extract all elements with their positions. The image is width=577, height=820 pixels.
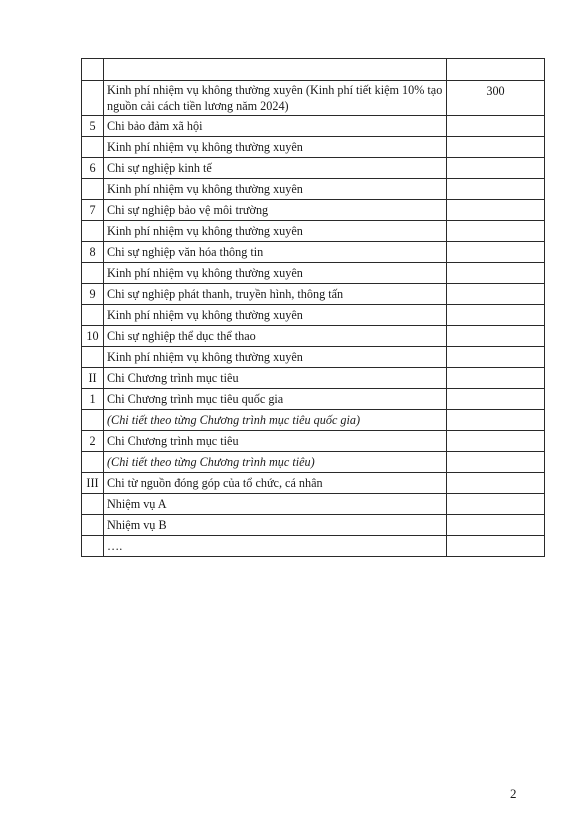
row-number-cell	[82, 494, 104, 515]
table-row	[82, 536, 545, 557]
row-value-cell	[447, 116, 545, 137]
row-number-cell: 2	[82, 431, 104, 452]
row-number-cell	[82, 81, 104, 116]
row-description-cell: Kinh phí nhiệm vụ không thường xuyên	[104, 137, 447, 158]
row-description-cell: Chi sự nghiệp thể dục thể thao	[104, 326, 447, 347]
row-description-cell: Kinh phí nhiệm vụ không thường xuyên	[104, 179, 447, 200]
row-value-cell	[447, 179, 545, 200]
row-description-cell: Chi Chương trình mục tiêu	[104, 368, 447, 389]
row-number-cell	[82, 452, 104, 473]
row-description-cell: Chi từ nguồn đóng góp của tổ chức, cá nhân	[104, 473, 447, 494]
row-number-cell	[82, 347, 104, 368]
row-description-cell: Chi sự nghiệp kinh tế	[104, 158, 447, 179]
row-value-cell	[447, 431, 545, 452]
row-number-cell	[82, 137, 104, 158]
table-row	[82, 473, 545, 494]
row-number-cell: 1	[82, 389, 104, 410]
row-number-cell: 8	[82, 242, 104, 263]
row-description-cell: Chi sự nghiệp văn hóa thông tin	[104, 242, 447, 263]
table-row	[82, 242, 545, 263]
row-value-cell	[447, 284, 545, 305]
row-description-cell: Kinh phí nhiệm vụ không thường xuyên	[104, 263, 447, 284]
row-value-cell	[447, 221, 545, 242]
row-number-cell	[82, 305, 104, 326]
row-value-cell	[447, 389, 545, 410]
row-value-cell	[447, 494, 545, 515]
table-row	[82, 410, 545, 431]
row-description-cell: (Chi tiết theo từng Chương trình mục tiêu quốc gia)	[104, 410, 447, 431]
table-row	[82, 179, 545, 200]
row-value-cell	[447, 137, 545, 158]
table-row	[82, 137, 545, 158]
row-description-cell	[104, 59, 447, 81]
row-value-cell	[447, 410, 545, 431]
row-description-cell: ….	[104, 536, 447, 557]
row-value-cell	[447, 305, 545, 326]
table-row	[82, 158, 545, 179]
row-value-cell	[447, 263, 545, 284]
row-description-cell: Chi bảo đảm xã hội	[104, 116, 447, 137]
row-description-cell: Chi sự nghiệp phát thanh, truyền hình, thông tấn	[104, 284, 447, 305]
row-number-cell	[82, 179, 104, 200]
table-row	[82, 389, 545, 410]
row-number-cell: 9	[82, 284, 104, 305]
row-description-cell: Chi Chương trình mục tiêu	[104, 431, 447, 452]
row-value-cell	[447, 536, 545, 557]
row-number-cell	[82, 263, 104, 284]
row-description-cell: Kinh phí nhiệm vụ không thường xuyên	[104, 221, 447, 242]
row-number-cell	[82, 221, 104, 242]
row-number-cell	[82, 410, 104, 431]
row-value-cell	[447, 515, 545, 536]
table-row	[82, 452, 545, 473]
table-row	[82, 305, 545, 326]
row-description-cell: Kinh phí nhiệm vụ không thường xuyên	[104, 347, 447, 368]
table-row	[82, 326, 545, 347]
row-value-cell	[447, 242, 545, 263]
row-description-cell: Kinh phí nhiệm vụ không thường xuyên	[104, 305, 447, 326]
row-value-cell	[447, 473, 545, 494]
table-row	[82, 494, 545, 515]
row-value-cell	[447, 347, 545, 368]
table-row	[82, 515, 545, 536]
budget-table	[81, 58, 545, 557]
row-value-cell	[447, 452, 545, 473]
row-description-cell: (Chi tiết theo từng Chương trình mục tiêu)	[104, 452, 447, 473]
row-number-cell: 5	[82, 116, 104, 137]
row-number-cell	[82, 515, 104, 536]
row-description-cell: Nhiệm vụ B	[104, 515, 447, 536]
table-row	[82, 200, 545, 221]
table-row	[82, 284, 545, 305]
table-row	[82, 59, 545, 81]
row-number-cell	[82, 59, 104, 81]
row-number-cell: 7	[82, 200, 104, 221]
table-row	[82, 221, 545, 242]
table-row	[82, 81, 545, 116]
table-row	[82, 263, 545, 284]
row-description-cell: Nhiệm vụ A	[104, 494, 447, 515]
table-row	[82, 368, 545, 389]
row-value-cell	[447, 200, 545, 221]
row-number-cell: II	[82, 368, 104, 389]
row-value-cell: 300	[447, 81, 545, 116]
table-row	[82, 431, 545, 452]
row-description-cell: Chi Chương trình mục tiêu quốc gia	[104, 389, 447, 410]
table-row	[82, 116, 545, 137]
row-description-cell: Chi sự nghiệp bảo vệ môi trường	[104, 200, 447, 221]
row-description-cell: Kinh phí nhiệm vụ không thường xuyên (Kinh phí tiết kiệm 10% tạo nguồn cải cách tiền lương năm 2024)	[104, 81, 447, 116]
row-number-cell	[82, 536, 104, 557]
row-value-cell	[447, 326, 545, 347]
table-row	[82, 347, 545, 368]
row-number-cell: 6	[82, 158, 104, 179]
budget-table-body	[82, 59, 545, 557]
row-value-cell	[447, 59, 545, 81]
row-value-cell	[447, 158, 545, 179]
page-number: 2	[510, 786, 517, 801]
row-number-cell: 10	[82, 326, 104, 347]
row-number-cell: III	[82, 473, 104, 494]
row-value-cell	[447, 368, 545, 389]
